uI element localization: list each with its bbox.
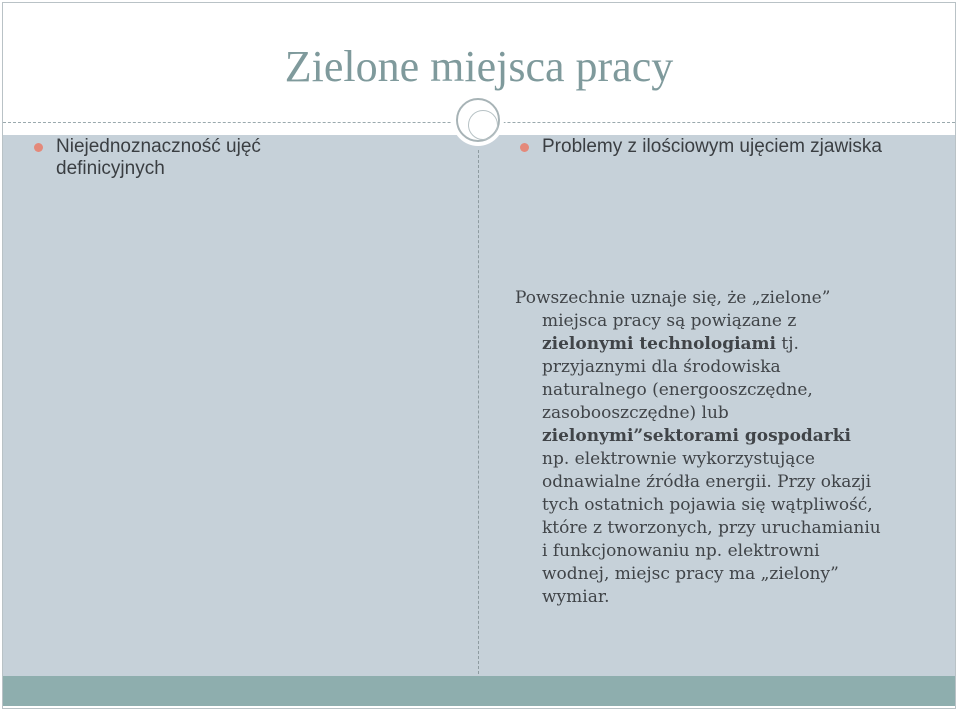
paragraph-line: i funkcjonowaniu np. elektrowni xyxy=(542,541,820,561)
paragraph-line: miejsca pracy są powiązane z xyxy=(542,311,797,331)
slide-frame xyxy=(2,2,956,709)
paragraph-line: wymiar. xyxy=(542,587,610,607)
paragraph-line: zielonymi technologiami tj. xyxy=(542,334,799,354)
paragraph-line: wodnej, miejsc pracy ma „zielony” xyxy=(542,564,839,584)
slide-title: Zielone miejsca pracy xyxy=(284,42,674,91)
emphasis-text: zielonymi technologiami xyxy=(542,334,777,354)
emphasis-text: zielonymi”sektorami gospodarki xyxy=(542,426,851,446)
right-bullet-text: Problemy z ilościowym ujęciem zjawiska xyxy=(542,136,882,157)
paragraph-line: zasobooszczędne) lub xyxy=(542,403,729,423)
paragraph-line: odnawialne źródła energii. Przy okazji xyxy=(542,472,872,492)
paragraph-line: Powszechnie uznaje się, że „zielone” xyxy=(515,288,831,308)
paragraph-line: naturalnego (energooszczędne, xyxy=(542,380,813,400)
paragraph-line: tych ostatnich pojawia się wątpliwość, xyxy=(542,495,873,515)
paragraph-line: które z tworzonych, przy uruchamianiu xyxy=(542,518,881,538)
paragraph-line: np. elektrownie wykorzystujące xyxy=(542,449,815,469)
left-bullet-text: Niejednoznaczność ujęć definicyjnych xyxy=(56,136,261,179)
paragraph-line: przyjaznymi dla środowiska xyxy=(542,357,781,377)
